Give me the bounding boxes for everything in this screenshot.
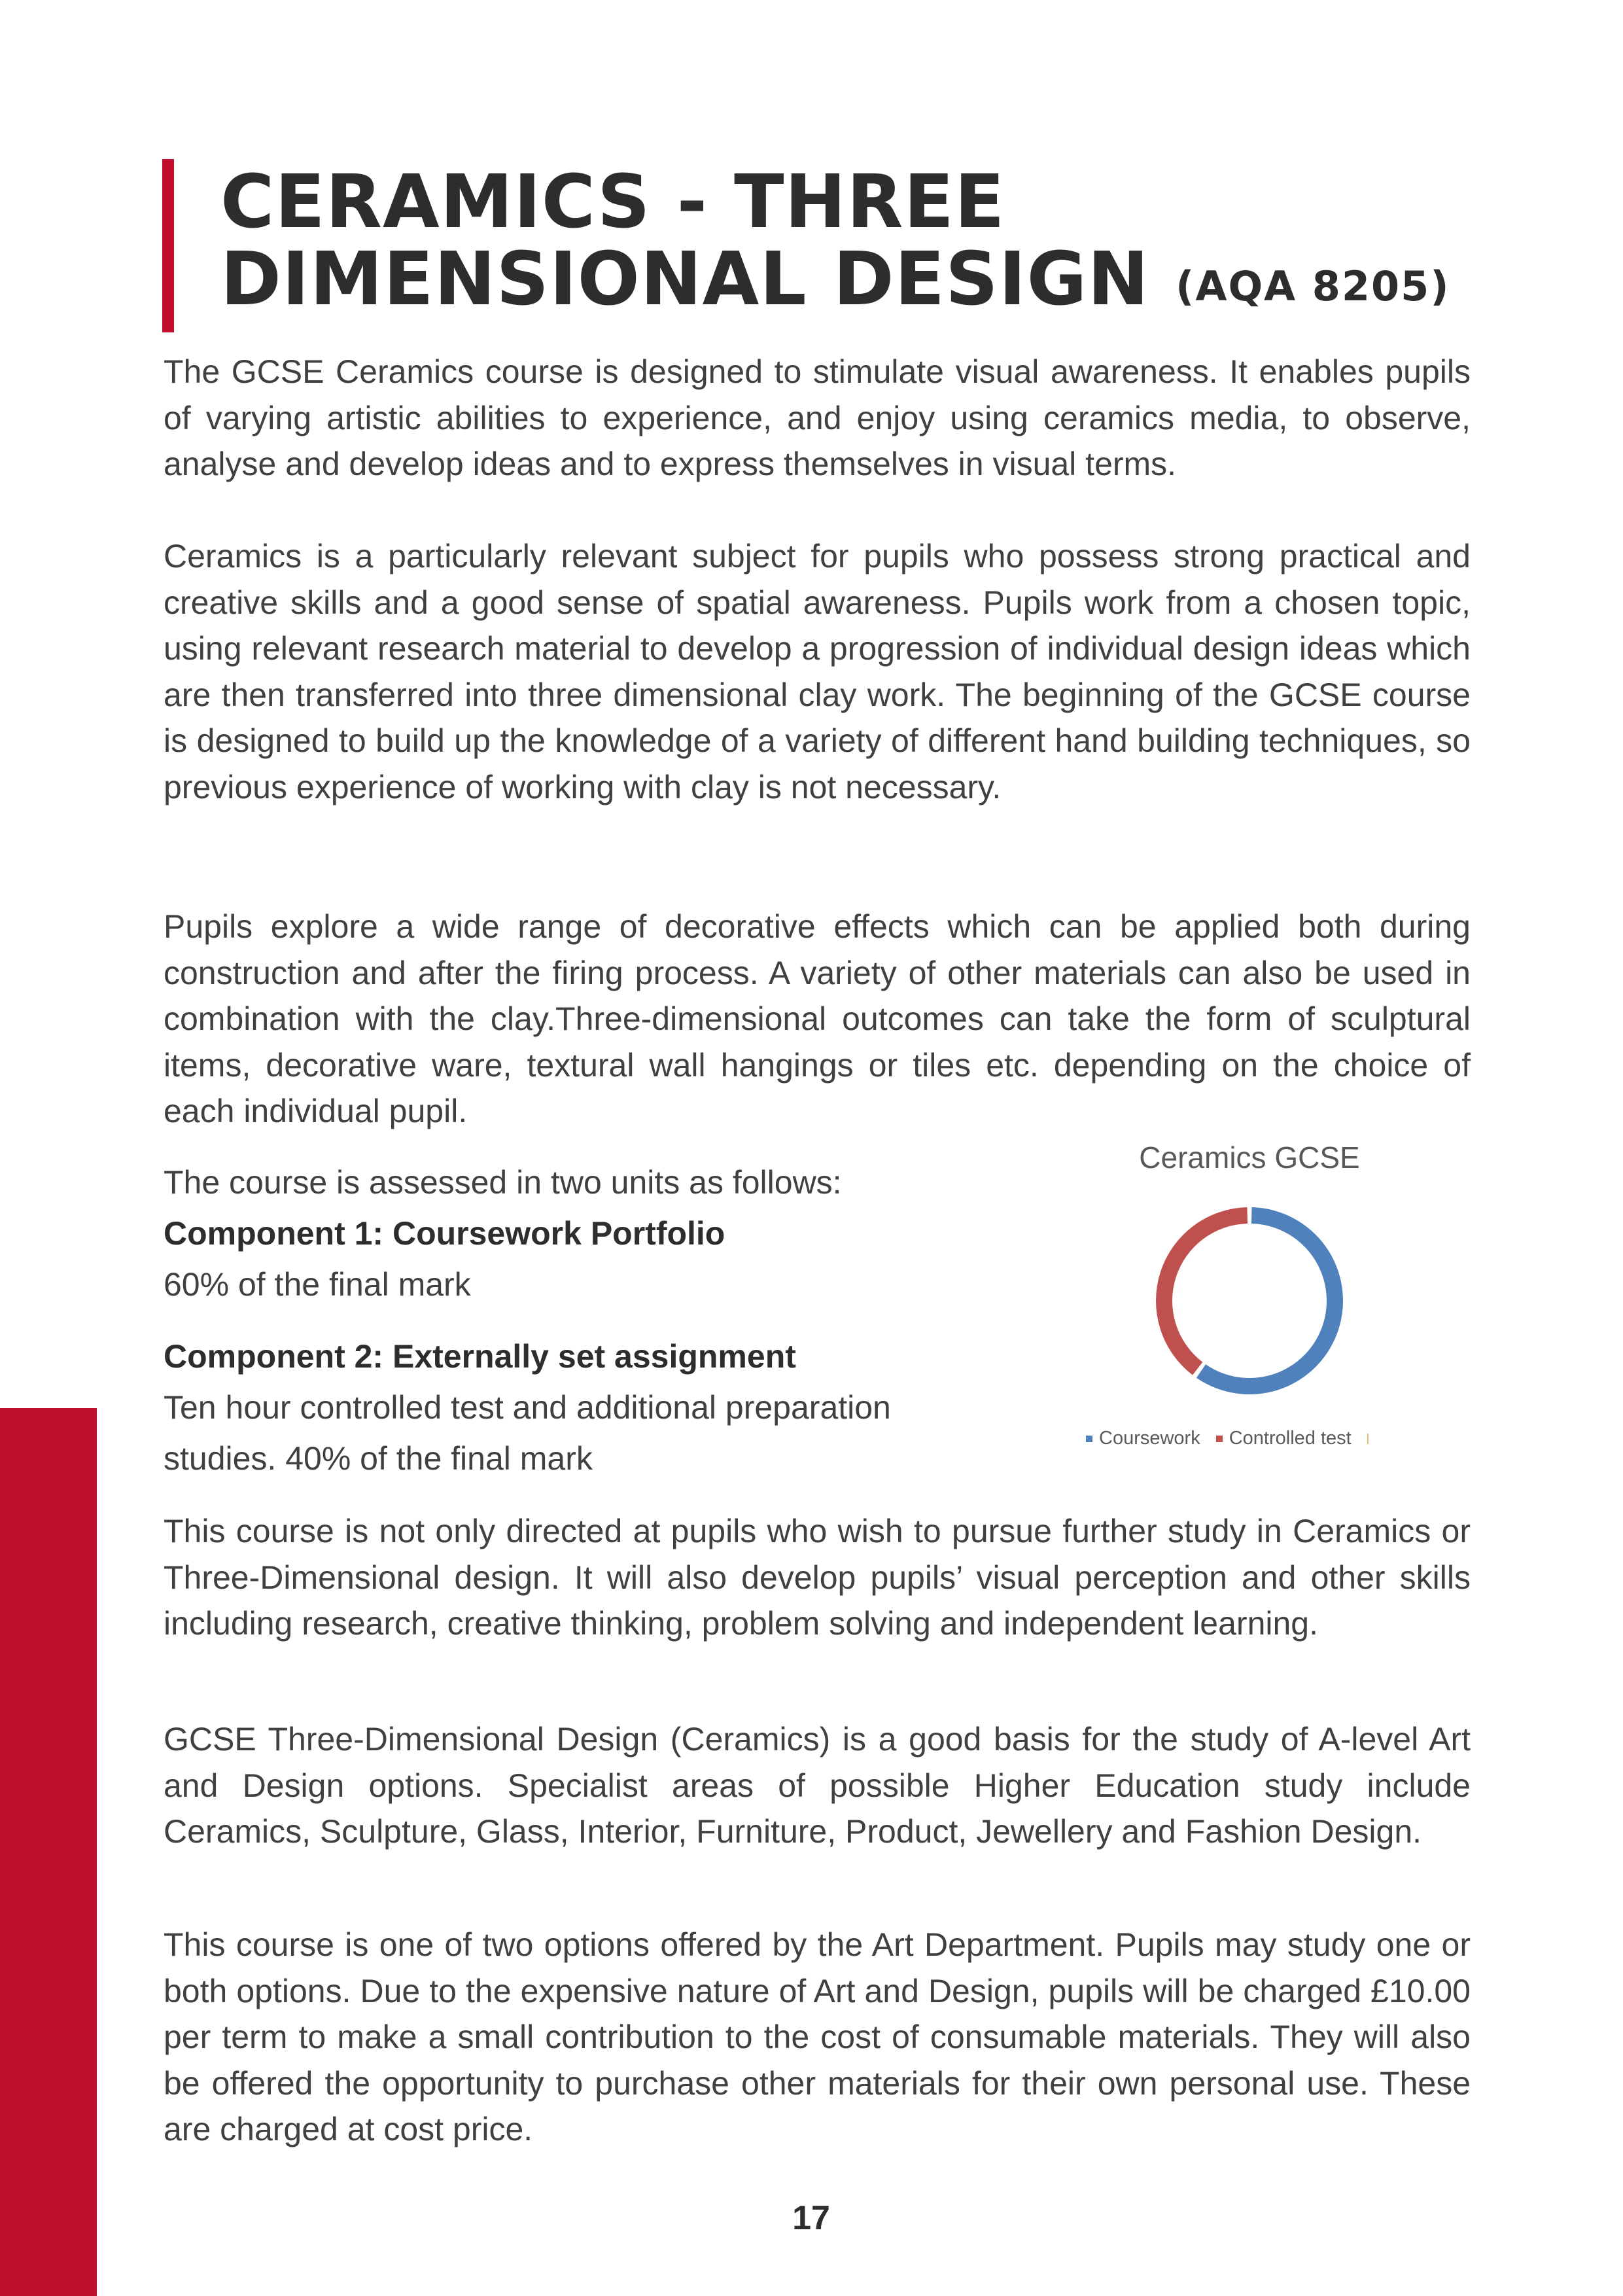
direction-paragraph: This course is not only directed at pupils who wish to pursue further study in Ceramics or Three-Dimensional design. It will also develop pupils’ visual perception and other skills including research, creative thinking, problem solving and independent learning. [164, 1513, 1471, 1642]
component-2-title: Component 2: Externally set assignment [164, 1338, 796, 1375]
options-paragraph: This course is one of two options offered by the Art Department. Pupils may study one or both options. Due to the expensive nature of Art and Design, pupils will be charged £10.00 per term to make a small contribution to the cost of consumable materials. They will also be offered the opportunity to purchase other materials for their own personal use. These are charged at cost price. [164, 1926, 1471, 2147]
legend-item-controlled-test [1216, 1428, 1352, 1449]
component-2-description-line-2: studies. 40% of the final mark [164, 1440, 593, 1477]
legend-item-coursework [1086, 1428, 1200, 1449]
assessment-intro: The course is assessed in two units as follows: [164, 1164, 842, 1201]
title-line-2 [220, 237, 1496, 325]
page-number: 17 [792, 2199, 830, 2237]
donut-slice-coursework [1196, 1207, 1343, 1394]
heading-accent-bar [162, 159, 174, 332]
ceramics-donut-chart [1060, 1125, 1485, 1466]
relevance-paragraph: Ceramics is a particularly relevant subject for pupils who possess strong practical and creative skills and a good sense of spatial awareness. Pupils work from a chosen topic, using relevant research material to develop a progression of individual design ideas which are then transferred into three dimensional clay work. The beginning of the GCSE course is designed to build up the knowledge of a variety of different hand building techniques, so previous experience of working with clay is not necessary. [164, 538, 1471, 805]
legend-marker [1367, 1434, 1369, 1444]
component-2-description-line-1: Ten hour controlled test and additional preparation [164, 1389, 891, 1426]
title-line-1: CERAMICS - THREE [220, 160, 1005, 245]
title-line-2-text: DIMENSIONAL DESIGN [220, 237, 1150, 322]
decorative-side-strip [0, 1408, 97, 2296]
intro-paragraph: The GCSE Ceramics course is designed to stimulate visual awareness. It enables pupils of varying artistic abilities to experience, and enjoy using ceramics media, to observe, analyse and develop ideas and to express themselves in visual terms. [164, 353, 1471, 482]
legend-label: Coursework [1099, 1428, 1200, 1449]
page-title [220, 160, 1496, 325]
spec-code: (AQA 8205) [1176, 262, 1450, 310]
component-1-description: 60% of the final mark [164, 1266, 471, 1303]
chart-title: Ceramics GCSE [1139, 1140, 1360, 1174]
chart-svg [1060, 1125, 1485, 1466]
chart-legend [1086, 1428, 1452, 1449]
basis-paragraph: GCSE Three-Dimensional Design (Ceramics) is a good basis for the study of A-level Art and Design options. Specialist areas of possible Higher Education study include Ceramics, Sculpture, Glass, Interior, Furniture, Product, Jewellery and Fashion Design. [164, 1721, 1471, 1850]
legend-swatch [1216, 1436, 1223, 1442]
effects-paragraph: Pupils explore a wide range of decorative effects which can be applied both during construction and after the firing process. A variety of other materials can also be used in combination with the clay.Three-dimensional outcomes can take the form of sculptural items, decorative ware, textural wall hangings or tiles etc. depending on the choice of each individual pupil. [164, 908, 1471, 1129]
component-1-title: Component 1: Coursework Portfolio [164, 1215, 725, 1252]
donut-slice-controlled-test [1156, 1207, 1248, 1375]
legend-swatch [1086, 1436, 1092, 1442]
legend-label: Controlled test [1229, 1428, 1352, 1449]
